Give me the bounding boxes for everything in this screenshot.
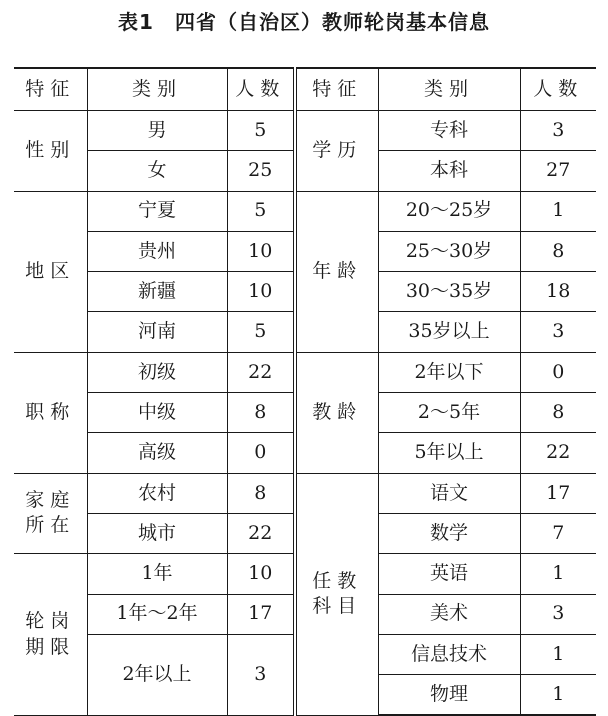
table-row bbox=[14, 191, 596, 231]
feature-title-rank: 职称 bbox=[14, 352, 87, 473]
count-cell: 8 bbox=[227, 393, 295, 433]
category-cell: 数学 bbox=[378, 513, 520, 553]
count-cell: 3 bbox=[520, 312, 596, 352]
category-cell: 美术 bbox=[378, 594, 520, 634]
category-cell: 男 bbox=[87, 111, 227, 151]
count-cell: 8 bbox=[520, 393, 596, 433]
count-cell: 3 bbox=[520, 594, 596, 634]
feature-subject-line2: 科目 bbox=[312, 595, 363, 618]
feature-subject-line1: 任教 bbox=[312, 569, 363, 592]
feature-gender: 性别 bbox=[14, 111, 87, 192]
count-cell: 22 bbox=[227, 352, 295, 392]
category-cell: 高级 bbox=[87, 433, 227, 473]
category-cell: 物理 bbox=[378, 675, 520, 716]
category-cell: 农村 bbox=[87, 473, 227, 513]
feature-home-line2: 所在 bbox=[25, 514, 76, 537]
count-cell: 17 bbox=[227, 594, 295, 634]
table-row bbox=[14, 111, 596, 151]
count-cell: 17 bbox=[520, 473, 596, 513]
teacher-info-table bbox=[14, 67, 596, 705]
category-cell: 本科 bbox=[378, 151, 520, 191]
count-cell: 10 bbox=[227, 231, 295, 271]
feature-education: 学历 bbox=[295, 111, 378, 192]
feature-term-line1: 轮岗 bbox=[25, 609, 76, 632]
count-cell: 22 bbox=[227, 513, 295, 553]
count-cell: 25 bbox=[227, 151, 295, 191]
table-row bbox=[14, 352, 596, 392]
count-cell: 0 bbox=[520, 352, 596, 392]
table-title: 表1 四省（自治区）教师轮岗基本信息 bbox=[118, 10, 490, 34]
feature-region: 地区 bbox=[14, 191, 87, 352]
category-cell: 35岁以上 bbox=[378, 312, 520, 352]
count-cell: 1 bbox=[520, 191, 596, 231]
category-cell: 宁夏 bbox=[87, 191, 227, 231]
count-cell: 1 bbox=[520, 554, 596, 594]
header-category-left: 类别 bbox=[87, 68, 227, 111]
count-cell: 27 bbox=[520, 151, 596, 191]
category-cell: 城市 bbox=[87, 513, 227, 553]
category-cell: 30～35岁 bbox=[378, 272, 520, 312]
category-cell: 初级 bbox=[87, 352, 227, 392]
header-feature-right: 特征 bbox=[295, 68, 378, 111]
count-cell: 7 bbox=[520, 513, 596, 553]
category-cell: 20～25岁 bbox=[378, 191, 520, 231]
category-cell: 英语 bbox=[378, 554, 520, 594]
header-row bbox=[14, 68, 596, 111]
count-cell: 5 bbox=[227, 312, 295, 352]
table-row bbox=[14, 473, 596, 513]
feature-subject bbox=[295, 473, 378, 715]
category-cell: 1年～2年 bbox=[87, 594, 227, 634]
count-cell: 8 bbox=[520, 231, 596, 271]
feature-tenure: 教龄 bbox=[295, 352, 378, 473]
category-cell: 新疆 bbox=[87, 272, 227, 312]
feature-age: 年龄 bbox=[295, 191, 378, 352]
count-cell: 5 bbox=[227, 111, 295, 151]
category-cell: 专科 bbox=[378, 111, 520, 151]
feature-term bbox=[14, 554, 87, 716]
feature-term-line2: 期限 bbox=[25, 635, 76, 658]
header-feature-left: 特征 bbox=[14, 68, 87, 111]
count-cell: 8 bbox=[227, 473, 295, 513]
category-cell: 5年以上 bbox=[378, 433, 520, 473]
category-cell: 中级 bbox=[87, 393, 227, 433]
header-count-left: 人数 bbox=[227, 68, 295, 111]
count-cell: 10 bbox=[227, 272, 295, 312]
count-cell: 10 bbox=[227, 554, 295, 594]
category-cell: 信息技术 bbox=[378, 634, 520, 674]
count-cell: 0 bbox=[227, 433, 295, 473]
count-cell: 5 bbox=[227, 191, 295, 231]
count-cell: 1 bbox=[520, 634, 596, 674]
count-cell: 22 bbox=[520, 433, 596, 473]
category-cell: 2年以下 bbox=[378, 352, 520, 392]
category-cell: 25～30岁 bbox=[378, 231, 520, 271]
category-cell: 1年 bbox=[87, 554, 227, 594]
category-cell: 河南 bbox=[87, 312, 227, 352]
category-cell: 2年以上 bbox=[87, 634, 227, 715]
feature-home bbox=[14, 473, 87, 554]
category-cell: 语文 bbox=[378, 473, 520, 513]
count-cell: 3 bbox=[227, 634, 295, 715]
category-cell: 2～5年 bbox=[378, 393, 520, 433]
count-cell: 18 bbox=[520, 272, 596, 312]
category-cell: 女 bbox=[87, 151, 227, 191]
header-count-right: 人数 bbox=[520, 68, 596, 111]
header-category-right: 类别 bbox=[378, 68, 520, 111]
category-cell: 贵州 bbox=[87, 231, 227, 271]
count-cell: 1 bbox=[520, 675, 596, 716]
count-cell: 3 bbox=[520, 111, 596, 151]
feature-home-line1: 家庭 bbox=[25, 488, 76, 511]
